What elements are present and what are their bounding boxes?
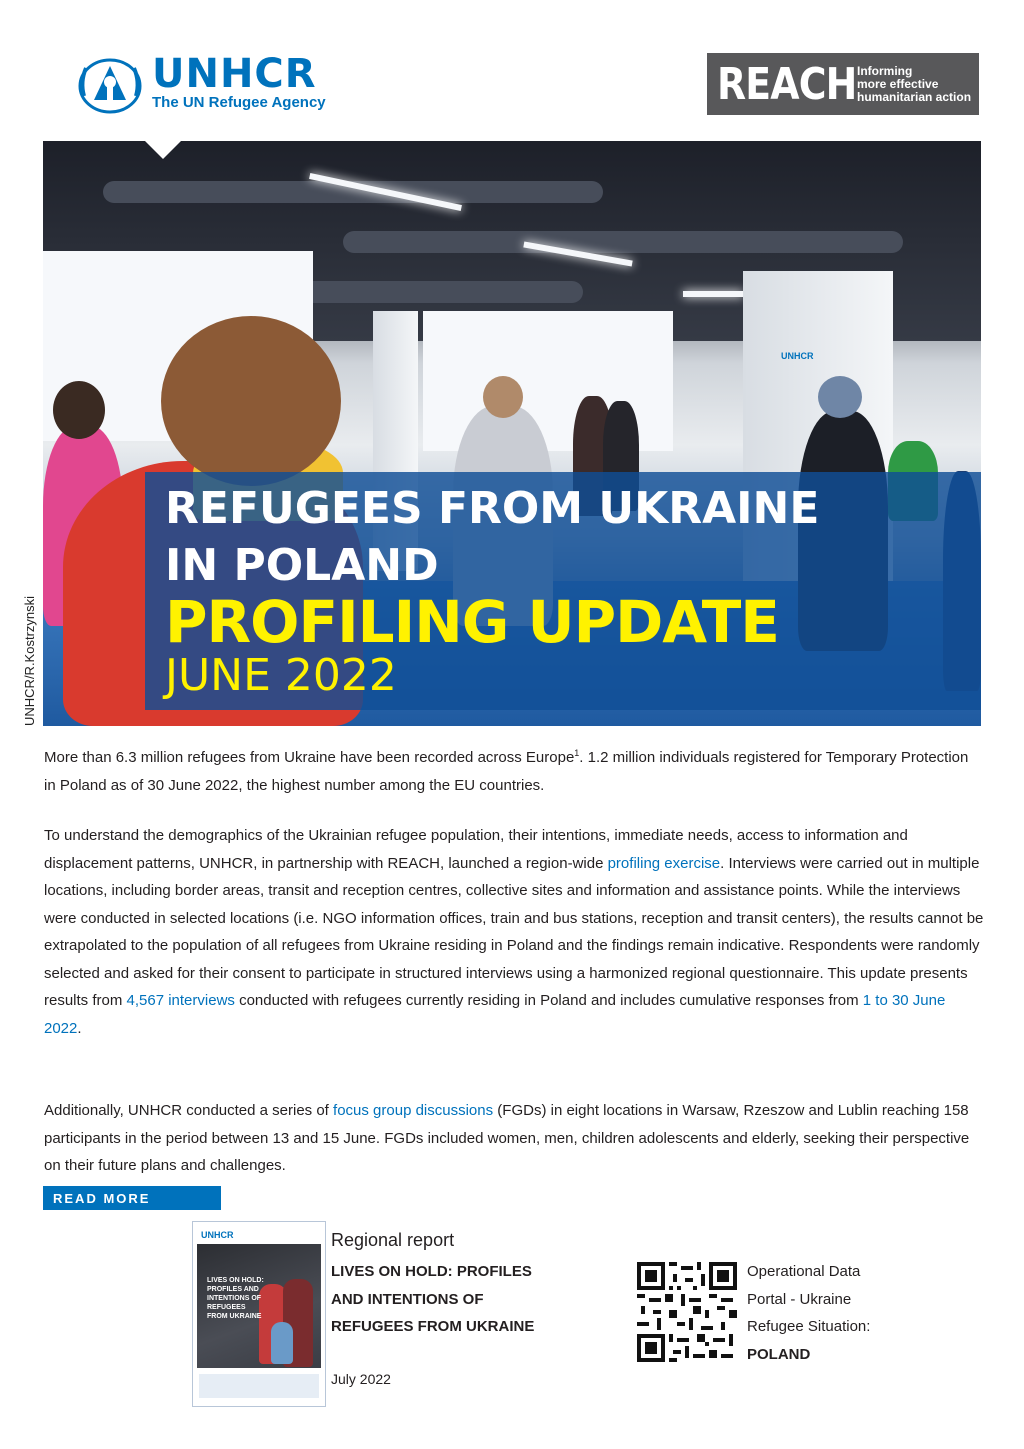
text: (FGDs) in eight locations in Warsaw, Rzeszow and Lublin reaching 158 participants in the period between 13 and 15 June. FGDs included women, men, children adolescents and elderly, seeking their perspective on their future plans and challenges. xyxy=(44,1102,970,1174)
read-more-button[interactable]: READ MORE xyxy=(43,1186,221,1210)
reach-tagline-line: humanitarian action xyxy=(857,89,972,104)
thumb-logo: UNHCR xyxy=(201,1230,234,1240)
person-head xyxy=(483,376,523,418)
person-head xyxy=(53,381,105,439)
report-label: Regional report xyxy=(331,1230,455,1250)
interviews-link[interactable]: 4,567 interviews xyxy=(126,992,235,1009)
person-head xyxy=(818,376,862,418)
unhcr-logo xyxy=(74,48,334,118)
thumb-title: LIVES ON HOLD: PROFILES AND INTENTIONS OF REFUGEES FROM UKRAINE xyxy=(207,1277,264,1320)
portal-line: Operational Data xyxy=(747,1263,861,1280)
text: Additionally, UNHCR conducted a series of xyxy=(44,1102,334,1119)
thumb-footer xyxy=(199,1374,319,1398)
text: . xyxy=(77,1019,82,1037)
reach-logo xyxy=(707,53,979,115)
report-cover-thumbnail[interactable] xyxy=(192,1221,326,1407)
date-range-link[interactable]: 1 to 30 June 2022 xyxy=(44,992,946,1037)
text: conducted with refugees currently residing in Poland and includes cumulative responses from xyxy=(234,992,863,1009)
operational-data-portal-link[interactable] xyxy=(747,1258,947,1368)
thumb-photo xyxy=(197,1244,321,1368)
portal-country: POLAND xyxy=(747,1345,811,1363)
report-link-title[interactable]: LIVES ON HOLD: PROFILES AND INTENTIONS OF REFUGEES FROM UKRAINE xyxy=(331,1263,535,1335)
report-title-line1: REFUGEES FROM UKRAINE xyxy=(165,483,820,534)
photo-credit: UNHCR/R.Kostrzynski xyxy=(22,595,37,726)
signage: UNHCR xyxy=(781,351,814,361)
portal-line: Portal - Ukraine xyxy=(747,1290,852,1308)
text: . Interviews were carried out in multiple locations, including border areas, transit and reception centres, collective sites and information and assistance points. While the interviews were conducted in selected locations (i.e. NGO information offices, train and bus stations, reception and transit centers), the results cannot be extrapolated to the population of all refugees from Ukraine residing in Poland and the findings remain indicative. Respondents were randomly selected and asked for their consent to participate in structured interviews using a harmonized regional questionnaire. This update presents results from xyxy=(44,854,984,1009)
text: To understand the demographics of the Ukrainian refugee population, their intentions, immediate needs, access to information and displacement patterns, UNHCR, in partnership with REACH, launched a region-wide xyxy=(44,827,908,872)
ceiling-light xyxy=(683,291,743,297)
report-title-line2: IN POLAND xyxy=(165,540,439,591)
portal-line: Refugee Situation: xyxy=(747,1318,871,1335)
unhcr-emblem-icon xyxy=(74,52,146,114)
ceiling-duct xyxy=(343,231,903,253)
thumb-person xyxy=(271,1322,293,1364)
focus-group-link[interactable]: focus group discussions xyxy=(333,1102,494,1119)
methodology-paragraph xyxy=(44,822,984,1042)
reach-tagline-line: more effective xyxy=(857,76,939,91)
report-date: July 2022 xyxy=(331,1371,391,1387)
intro-paragraph xyxy=(44,740,984,799)
reach-tagline-line: Informing xyxy=(857,63,913,78)
text: More than 6.3 million refugees from Ukraine have been recorded across Europe xyxy=(44,749,575,766)
reach-tagline xyxy=(857,65,971,104)
qr-code-icon[interactable] xyxy=(637,1262,737,1362)
report-subtitle: PROFILING UPDATE xyxy=(165,588,779,656)
unhcr-wordmark: UNHCR xyxy=(152,51,317,97)
person-head xyxy=(161,316,341,486)
text: . 1.2 million individuals registered for Temporary Protection in Poland as of 30 June 2022, the highest number among the EU countries. xyxy=(44,749,969,794)
fgd-paragraph xyxy=(44,1097,984,1180)
report-date: JUNE 2022 xyxy=(165,650,397,701)
hero-notch xyxy=(145,141,181,159)
reach-wordmark: REACH xyxy=(717,58,857,110)
footnote-ref[interactable]: 1 xyxy=(574,748,580,758)
profiling-exercise-link[interactable]: profiling exercise xyxy=(607,854,721,872)
unhcr-tagline: The UN Refugee Agency xyxy=(152,94,326,111)
